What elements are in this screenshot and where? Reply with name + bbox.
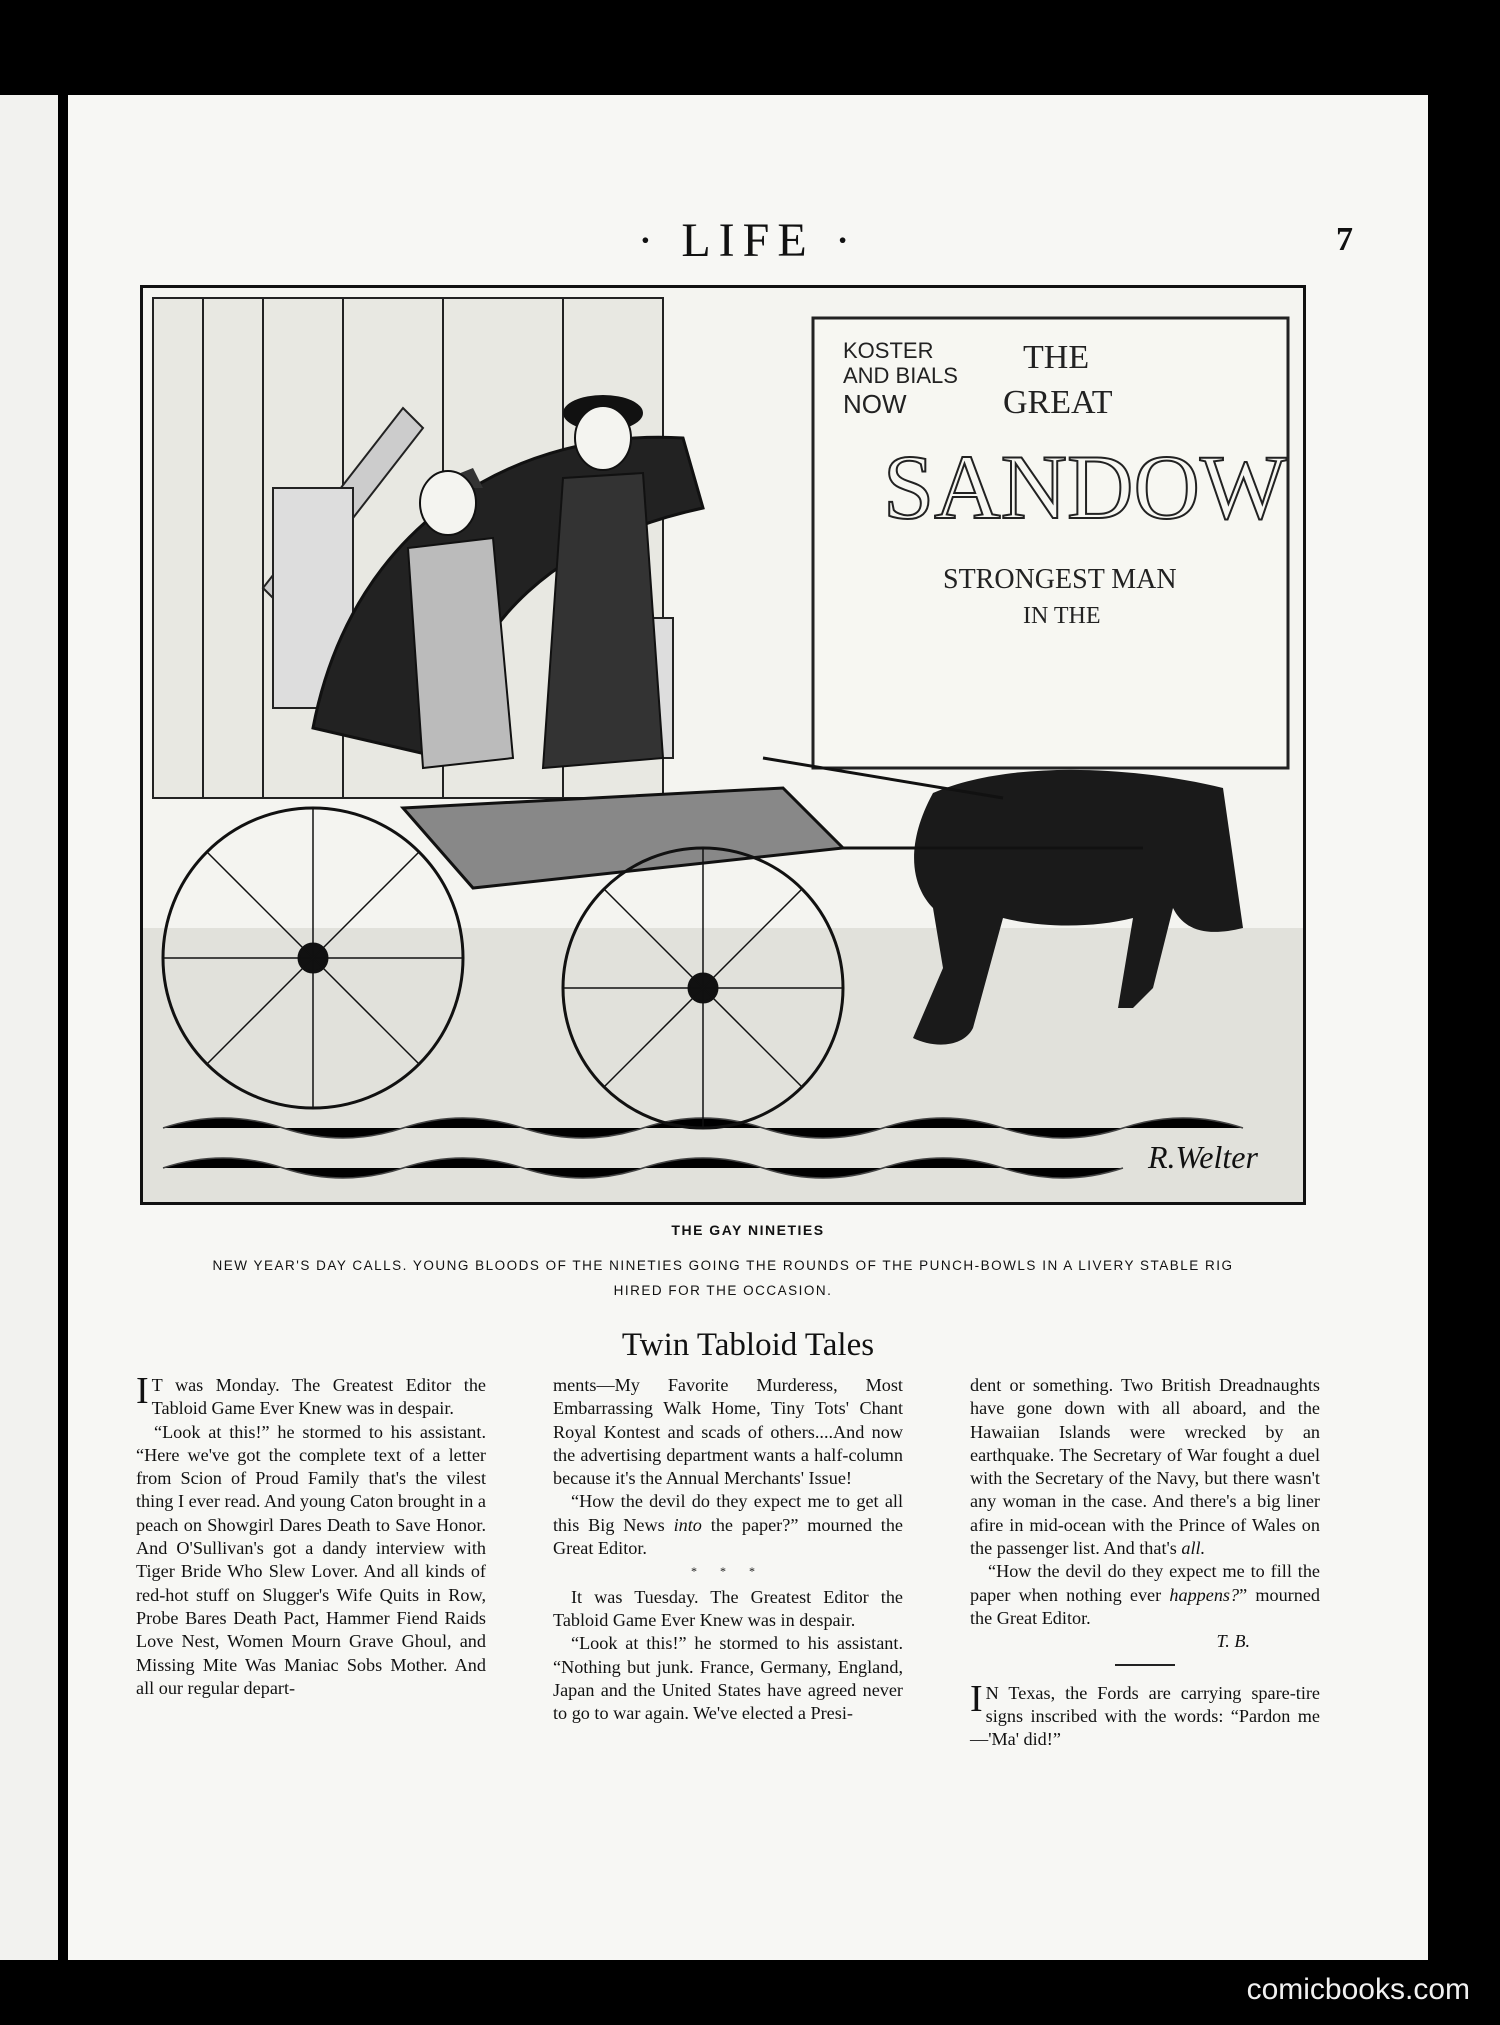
paragraph-text: “How the devil do they expect me to get all this Big News xyxy=(553,1491,903,1535)
divider xyxy=(1115,1664,1175,1666)
section-break: * * * xyxy=(691,1564,765,1579)
poster-text: AND BIALS xyxy=(843,363,958,388)
carriage-drawing xyxy=(143,288,1303,1202)
masthead: · LIFE · xyxy=(637,214,859,267)
emphasis: happens? xyxy=(1169,1584,1240,1605)
article-columns xyxy=(136,1370,1321,1904)
paragraph-text: dent or something. Two British Dreadnaughts have gone down with all aboard, and the Hawaiian Islands were wrecked by an earthquake. The Secretary of War fought a duel with the Secretary of the Navy, but there wasn't any woman in the case. And there's a big liner afire in mid-ocean with the Prince of Wales on the passenger list. And that's xyxy=(970,1375,1320,1559)
paragraph-text: ” mourned the Great Editor. xyxy=(970,1584,1320,1628)
poster-text: KOSTER xyxy=(843,338,934,363)
emphasis: all. xyxy=(1181,1538,1206,1559)
paragraph-text: the paper?” mourned the Great Editor. xyxy=(553,1514,903,1559)
paragraph-text: “How the devil do they expect me to fill the paper when nothing ever xyxy=(970,1561,1320,1605)
paragraph: “Look at this!” he stormed to his assistant. “Here we've got the complete text of a letter from Scion of Proud Family that's the vilest thing I ever read. And young Caton brought in a peach on Showgirl Dares Death to Save Honor. And O'Sullivan's got a dandy interview with Tiger Bride Who Slew Lover. And all kinds of red-hot stuff on Slugger's Wife Quits in Row, Probe Bares Death Pact, Hammer Fiend Raids Love Nest, Women Mourn Grave Ghoul, and Missing Mite Was Maniac Sobs Mother. And all our regular depart- xyxy=(136,1421,486,1698)
caption-title: THE GAY NINETIES xyxy=(671,1222,825,1238)
column-1 xyxy=(136,1370,486,1904)
paragraph xyxy=(970,1374,1320,1560)
column-2 xyxy=(553,1374,903,1904)
watermark: comicbooks.com xyxy=(1246,1973,1470,2006)
poster-text: THE xyxy=(1023,339,1090,376)
paragraph-text: N Texas, the Fords are carrying spare-tire signs inscribed with the words: “Pardon me—'Ma' did!” xyxy=(970,1682,1320,1750)
paragraph: ments—My Favorite Murderess, Most Embarrassing Walk Home, Tiny Tots' Chant Royal Kontest and scads of others....And now the advertising department wants a half-column because it's the Annual Merchants' Issue! xyxy=(553,1375,903,1489)
emphasis: into xyxy=(673,1514,702,1535)
paragraph: “Look at this!” he stormed to his assistant. “Nothing but junk. France, Germany, England, Japan and the United States have agreed never to go to war again. We've elected a Presi- xyxy=(553,1633,903,1724)
sandow-poster xyxy=(813,318,1288,768)
paragraph xyxy=(970,1560,1320,1630)
drop-cap: I xyxy=(136,1370,149,1412)
facing-page-edge xyxy=(0,95,58,1960)
poster-text: IN THE xyxy=(1023,603,1101,629)
caption-text: NEW YEAR'S DAY CALLS. YOUNG BLOODS OF THE NINETIES GOING THE ROUNDS OF THE PUNCH-BOWLS IN A LIVERY STABLE RIG HIRED FOR THE OCCASION. xyxy=(212,1258,1234,1298)
texas-item xyxy=(970,1677,1320,1752)
poster-text: NOW xyxy=(843,389,907,419)
drop-cap: I xyxy=(970,1677,983,1720)
paragraph xyxy=(553,1490,903,1560)
page-number: 7 xyxy=(1336,221,1353,258)
paragraph-text: T was Monday. The Greatest Editor the Tabloid Game Ever Knew was in despair. xyxy=(151,1375,486,1419)
paragraph: It was Tuesday. The Greatest Editor the Tabloid Game Ever Knew was in despair. xyxy=(553,1586,903,1630)
artist-signature: R.Welter xyxy=(1148,1139,1258,1175)
poster-text: SANDOW xyxy=(883,436,1287,538)
article-title: Twin Tabloid Tales xyxy=(621,1327,875,1363)
poster-text: GREAT xyxy=(1003,384,1113,421)
poster-text: STRONGEST MAN xyxy=(943,564,1177,595)
author-signature: T. B. xyxy=(1216,1631,1250,1652)
magazine-page xyxy=(68,95,1428,1960)
paragraph xyxy=(136,1370,486,1421)
cartoon-illustration xyxy=(140,285,1306,1205)
column-3 xyxy=(970,1374,1320,1904)
